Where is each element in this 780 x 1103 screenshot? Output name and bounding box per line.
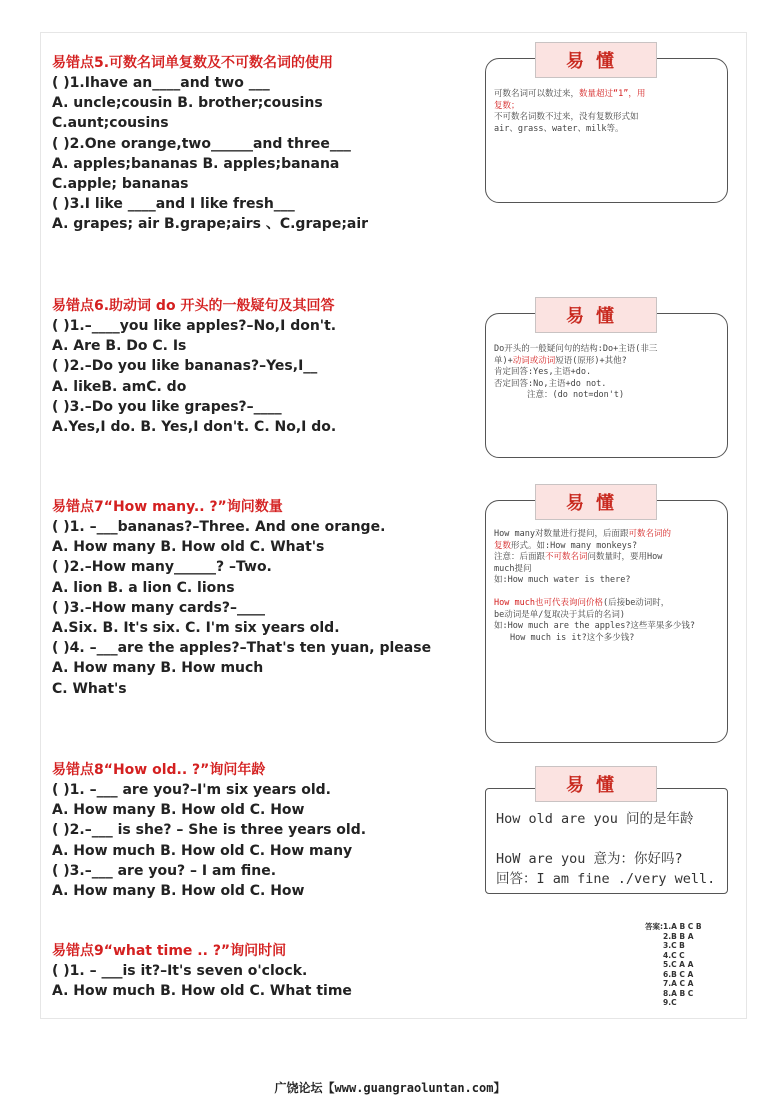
note-text: 注意：后面跟 [494,552,546,563]
question-line: ( )1.Ihave an____and two ___ [52,75,270,91]
note-text: 不可数名词数不过来，没有复数形式如 [494,112,639,123]
answer-item: 3.C B [663,941,685,950]
easy-tag: 易懂 [535,297,657,333]
options-line: A.Yes,I do. B. Yes,I don't. C. No,I do. [52,418,337,435]
options-line: C.apple; bananas [52,175,189,192]
note-text: 短语(原形)+其他? [555,355,627,366]
note-text: 注意：(do not=don't) [527,390,625,401]
note-box-countable [485,58,728,203]
answer-item: 7.A C A [663,979,694,988]
section-7 [52,497,431,699]
options-line: A.Six. B. It's six. C. I'm six years old. [52,619,340,636]
note-text: How many对数量进行提问，后面跟 [494,529,629,539]
note-text: 可数名词可以数过来， [494,89,580,99]
options-line: A. How many B. How old C. What's [52,539,325,556]
note-text: How much is it?这个多少钱? [510,632,635,643]
note-text: 肯定回答:Yes,主语+do. [494,367,592,378]
options-line: A. How much B. How old C. What time [52,983,352,1000]
section-6 [52,296,336,437]
options-line: A. How much B. How old C. How many [52,842,353,859]
note-highlight: 复数 [494,540,512,551]
note-text: 单)+ [494,355,513,366]
note-text: 否定回答:No,主语+do not. [494,378,607,389]
note-text: 问数量时，要用How [587,552,663,563]
question-line: ( )1. –___ are you?–I'm six years old. [52,782,331,798]
note-highlight: 可数名词的 [628,529,671,539]
section-title: 易错点8“How old.. ?”询问年龄 [52,762,266,778]
note-text: air、grass、water、milk等。 [494,123,624,134]
footer-bracket: 】 [493,1081,506,1095]
options-line: A. uncle;cousin B. brother;cousins [52,95,323,112]
easy-tag: 易懂 [535,766,657,802]
easy-tag: 易懂 [535,42,657,78]
options-line: A. lion B. a lion C. lions [52,579,235,596]
question-line: ( )1.–____you like apples?–No,I don't. [52,318,337,334]
section-title: 易错点7“How many.. ?”询问数量 [52,499,283,515]
options-line: A. apples;bananas B. apples;banana [52,155,340,172]
section-9 [52,941,352,1001]
note-text: Do开头的一般疑问句的结构:Do+主语(非三 [494,344,658,354]
options-line: A. How many B. How much [52,660,264,677]
note-text: be动词是单/复取决于其后的名词) [494,609,625,620]
question-line: ( )1. – ___is it?–It's seven o'clock. [52,963,308,979]
answer-item: 4.C C [663,950,685,960]
question-line: ( )1. –___bananas?–Three. And one orange. [52,519,386,535]
note-highlight: 不可数名词 [545,552,588,563]
question-line: ( )2.One orange,two______and three___ [52,135,351,152]
section-title: 易错点6.助动词 do 开头的一般疑句及其回答 [52,298,335,314]
note-box-how-many [485,500,728,743]
note-text: HoW are you 意为：你好吗? [496,851,683,867]
question-line: ( )2.–___ is she? – She is three years old. [52,822,367,839]
answer-item: 8.A B C [663,988,694,998]
options-line: A. How many B. How old C. How [52,882,305,899]
question-line: ( )2.–How many______? –Two. [52,559,272,576]
note-highlight: 数量超过“1”，用 [579,89,646,99]
question-line: ( )3.–Do you like grapes?–____ [52,398,282,415]
easy-tag: 易懂 [535,484,657,520]
note-highlight: 动词或动词 [512,355,556,366]
options-line: A. grapes; air B.grape;airs 、C.grape;air [52,216,369,233]
options-line: C. What's [52,680,127,697]
answer-key [645,922,702,1008]
question-line: ( )3.–How many cards?–____ [52,599,266,616]
note-highlight: How much也可代表询问价格 [494,597,603,608]
question-line: ( )4. –___are the apples?–That's ten yuan, please [52,640,432,657]
answer-item: 2.B B A [663,931,694,941]
question-line: ( )3.–___ are you? – I am fine. [52,862,277,879]
options-line: A. likeB. amC. do [52,378,187,395]
section-5 [52,53,368,235]
answer-heading: 答案: [645,922,663,931]
section-title: 易错点5.可数名词单复数及不可数名词的使用 [52,55,334,71]
question-line: ( )2.–Do you like bananas?–Yes,I__ [52,358,318,375]
section-8 [52,760,366,901]
question-line: ( )3.I like ____and I like fresh___ [52,196,295,213]
options-line: C.aunt;cousins [52,115,169,132]
note-text: 如:How much are the apples?这些苹果多少钱? [494,621,696,632]
answer-item: 1.A B C B [663,922,702,931]
answer-item: 5.C A A [663,960,694,969]
footer-label: 广饶论坛【 [274,1081,335,1095]
options-line: A. How many B. How old C. How [52,802,305,819]
note-box-do-questions [485,313,728,458]
note-text: 形式。如:How many monkeys? [511,540,638,551]
note-text: 回答：I am fine ./very well. [496,871,716,887]
note-text: 如:How much water is there? [494,575,631,586]
section-title: 易错点9“what time .. ?”询问时间 [52,943,287,959]
answer-item: 9.C [663,998,677,1007]
note-text: (后接be动词时， [602,597,670,608]
options-line: A. Are B. Do C. Is [52,338,187,355]
note-highlight: 复数； [494,100,520,111]
note-box-how-old [485,788,728,894]
answer-item: 6.B C A [663,969,694,979]
note-text: much提问 [494,563,532,574]
footer-url[interactable]: www.guangraoluntan.com [334,1081,494,1095]
footer [0,1079,780,1096]
note-text: How old are you 问的是年龄 [496,811,694,827]
